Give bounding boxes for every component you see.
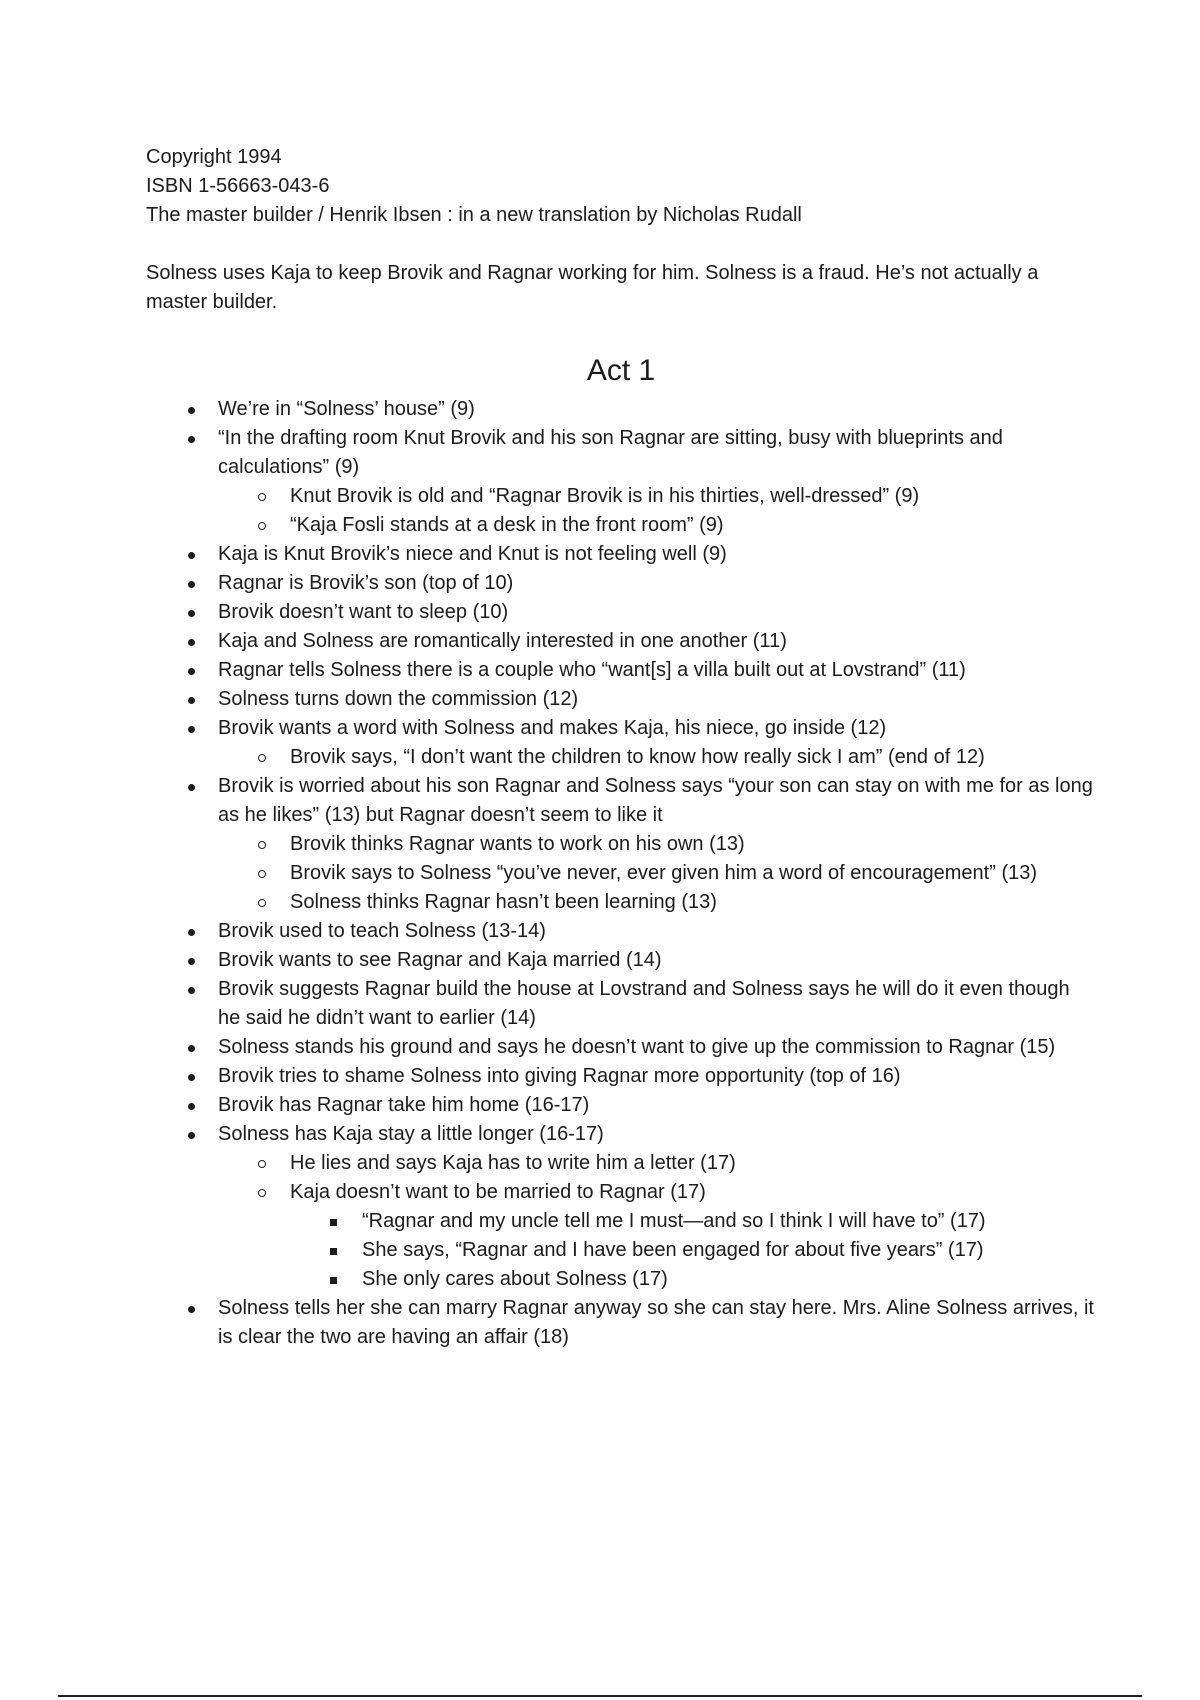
bullet-circle-icon	[258, 841, 266, 849]
bullet-disc-icon	[188, 929, 195, 936]
list-item-text: Solness stands his ground and says he doesn’t want to give up the commission to Ragnar (15)	[218, 1036, 1056, 1058]
bullet-disc-icon	[188, 958, 195, 965]
sub-list	[218, 1149, 1096, 1294]
list-item	[290, 1207, 1096, 1236]
bullet-disc-icon	[188, 1103, 195, 1110]
list-item-text: Solness turns down the commission (12)	[218, 688, 579, 710]
list-item	[146, 685, 1096, 714]
bullet-circle-icon	[258, 754, 266, 762]
sub-list	[218, 482, 1096, 540]
list-item-text: Brovik tries to shame Solness into giving Ragnar more opportunity (top of 16)	[218, 1065, 901, 1087]
bullet-disc-icon	[188, 552, 195, 559]
list-item-text: Brovik wants to see Ragnar and Kaja married (14)	[218, 949, 662, 971]
bullet-disc-icon	[188, 407, 195, 414]
list-item	[146, 917, 1096, 946]
bullet-circle-icon	[258, 493, 266, 501]
list-item	[146, 1062, 1096, 1091]
list-item-text: “Ragnar and my uncle tell me I must—and so I think I will have to” (17)	[362, 1210, 986, 1232]
list-item-text: Ragnar tells Solness there is a couple who “want[s] a villa built out at Lovstrand” (11)	[218, 659, 966, 681]
list-item	[146, 1120, 1096, 1294]
list-item	[218, 830, 1096, 859]
list-item-text: Kaja doesn’t want to be married to Ragnar (17)	[290, 1181, 706, 1203]
bullet-disc-icon	[188, 697, 195, 704]
sub-list	[218, 743, 1096, 772]
list-item	[218, 1178, 1096, 1294]
list-item	[146, 1091, 1096, 1120]
list-item	[290, 1236, 1096, 1265]
list-item-text: Brovik suggests Ragnar build the house at Lovstrand and Solness says he will do it even though he said he didn’t want to earlier (14)	[218, 978, 1070, 1029]
sub-list	[218, 830, 1096, 917]
bullet-disc-icon	[188, 668, 195, 675]
list-item	[218, 1149, 1096, 1178]
list-item-text: Solness has Kaja stay a little longer (16-17)	[218, 1123, 604, 1145]
list-item-text: Brovik thinks Ragnar wants to work on his own (13)	[290, 833, 745, 855]
copyright-line: Copyright 1994	[146, 146, 282, 168]
bullet-circle-icon	[258, 1160, 266, 1168]
list-item-text: He lies and says Kaja has to write him a letter (17)	[290, 1152, 736, 1174]
citation-line: The master builder / Henrik Ibsen : in a new translation by Nicholas Rudall	[146, 204, 802, 226]
bullet-circle-icon	[258, 870, 266, 878]
summary-paragraph: Solness uses Kaja to keep Brovik and Ragnar working for him. Solness is a fraud. He’s not actually a master builder.	[146, 262, 1039, 313]
list-item-text: Knut Brovik is old and “Ragnar Brovik is in his thirties, well-dressed” (9)	[290, 485, 920, 507]
list-item	[146, 395, 1096, 424]
list-item-text: Brovik says, “I don’t want the children to know how really sick I am” (end of 12)	[290, 746, 985, 768]
bullet-disc-icon	[188, 1074, 195, 1081]
sub-list	[290, 1207, 1096, 1294]
bullet-square-icon	[330, 1248, 337, 1255]
list-item-text: Brovik says to Solness “you’ve never, ever given him a word of encouragement” (13)	[290, 862, 1038, 884]
notes-list	[146, 395, 1096, 1352]
list-item-text: Brovik has Ragnar take him home (16-17)	[218, 1094, 590, 1116]
footer-divider	[58, 1695, 1142, 1697]
bullet-square-icon	[330, 1219, 337, 1226]
list-item	[218, 859, 1096, 888]
list-item-text: Kaja is Knut Brovik’s niece and Knut is not feeling well (9)	[218, 543, 727, 565]
list-item	[146, 598, 1096, 627]
bullet-disc-icon	[188, 610, 195, 617]
list-item-text: We’re in “Solness’ house” (9)	[218, 398, 475, 420]
bullet-circle-icon	[258, 899, 266, 907]
list-item-text: She only cares about Solness (17)	[362, 1268, 668, 1290]
list-item-text: Solness tells her she can marry Ragnar anyway so she can stay here. Mrs. Aline Solness arrives, it is clear the two are having an affair (18)	[218, 1297, 1094, 1348]
bullet-disc-icon	[188, 1132, 195, 1139]
list-item	[146, 714, 1096, 772]
list-item-text: She says, “Ragnar and I have been engaged for about five years” (17)	[362, 1239, 984, 1261]
list-item	[146, 772, 1096, 917]
list-item	[290, 1265, 1096, 1294]
list-item	[146, 627, 1096, 656]
bullet-disc-icon	[188, 726, 195, 733]
list-item	[146, 656, 1096, 685]
list-item	[146, 1294, 1096, 1352]
list-item-text: Brovik used to teach Solness (13-14)	[218, 920, 546, 942]
list-item-text: “In the drafting room Knut Brovik and his son Ragnar are sitting, busy with blueprints and calculations” (9)	[218, 427, 1003, 478]
list-item	[218, 743, 1096, 772]
bullet-circle-icon	[258, 522, 266, 530]
bullet-square-icon	[330, 1277, 337, 1284]
list-item-text: “Kaja Fosli stands at a desk in the front room” (9)	[290, 514, 724, 536]
list-item	[146, 424, 1096, 540]
list-item	[146, 1033, 1096, 1062]
act-heading: Act 1	[586, 354, 656, 387]
bullet-disc-icon	[188, 1045, 195, 1052]
list-item-text: Brovik is worried about his son Ragnar and Solness says “your son can stay on with me for as long as he likes” (13) but Ragnar doesn’t seem to like it	[218, 775, 1093, 826]
list-item	[218, 888, 1096, 917]
bullet-disc-icon	[188, 1306, 195, 1313]
isbn-line: ISBN 1-56663-043-6	[146, 175, 330, 197]
list-item	[218, 482, 1096, 511]
list-item	[146, 946, 1096, 975]
list-item	[146, 569, 1096, 598]
bullet-circle-icon	[258, 1189, 266, 1197]
list-item-text: Ragnar is Brovik’s son (top of 10)	[218, 572, 514, 594]
list-item-text: Brovik doesn’t want to sleep (10)	[218, 601, 509, 623]
document-content	[146, 143, 1096, 1352]
list-item	[146, 540, 1096, 569]
list-item	[218, 511, 1096, 540]
list-item-text: Kaja and Solness are romantically interested in one another (11)	[218, 630, 787, 652]
list-item	[146, 975, 1096, 1033]
bullet-disc-icon	[188, 987, 195, 994]
bullet-disc-icon	[188, 436, 195, 443]
bullet-disc-icon	[188, 784, 195, 791]
list-item-text: Brovik wants a word with Solness and makes Kaja, his niece, go inside (12)	[218, 717, 887, 739]
bullet-disc-icon	[188, 639, 195, 646]
bullet-disc-icon	[188, 581, 195, 588]
list-item-text: Solness thinks Ragnar hasn’t been learning (13)	[290, 891, 717, 913]
